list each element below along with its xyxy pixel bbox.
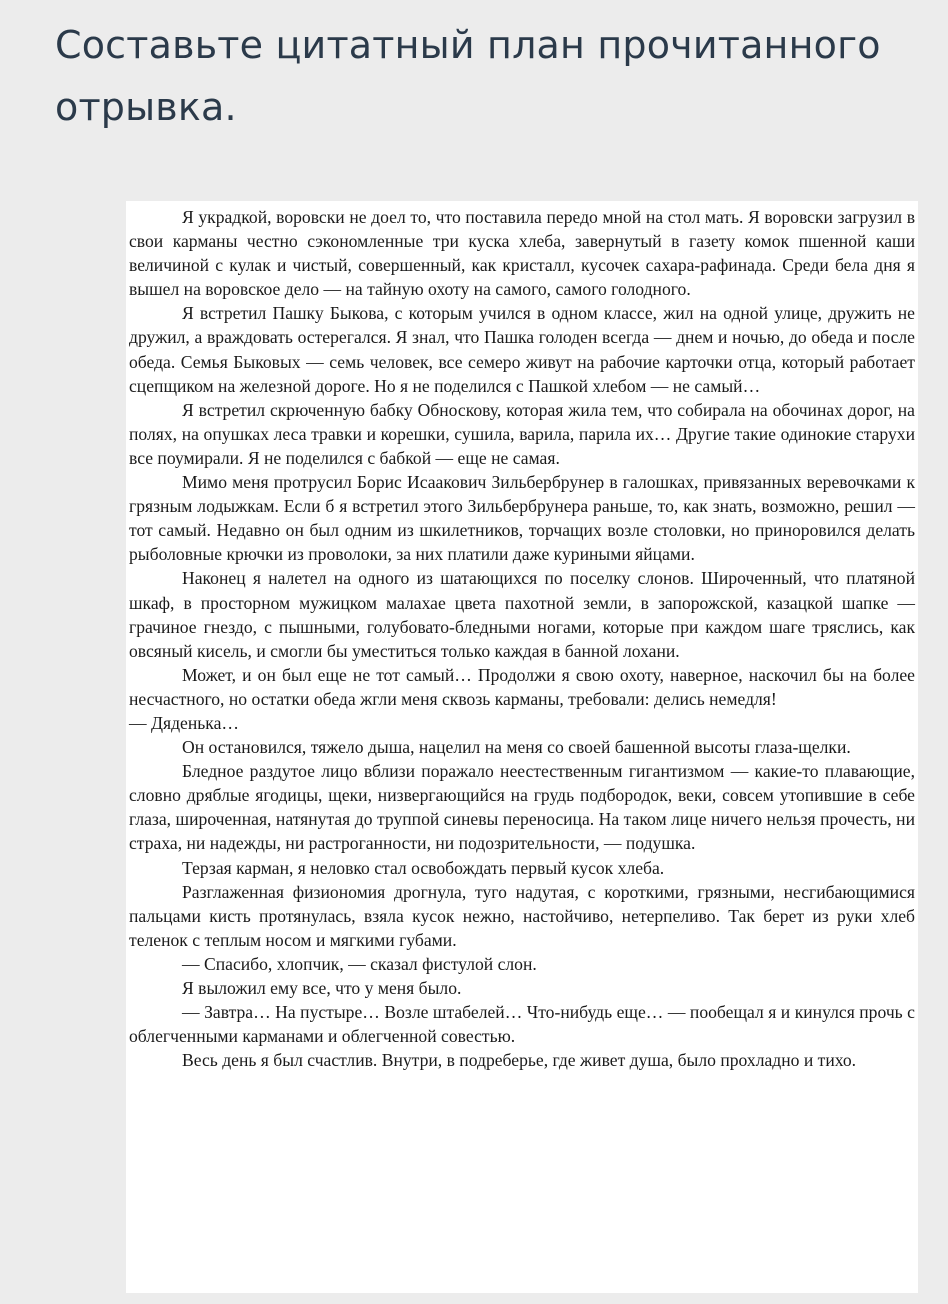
text-paragraph: Я встретил скрюченную бабку Обноскову, которая жила тем, что собирала на обочинах дорог, на полях, на опушках леса травки и корешки, сушила, варила, парила их… Другие такие одинокие старухи все поумирали. Я не поделился с бабкой — еще не самая. bbox=[129, 399, 915, 468]
text-paragraph: Терзая карман, я неловко стал освобождать первый кусок хлеба. bbox=[182, 857, 665, 878]
text-paragraph: Наконец я налетел на одного из шатающихся по поселку слонов. Широченный, что платяной шкаф, в просторном мужицком малахае цвета пахотной земли, в запорожской, казацкой шапке — грачиное гнездо, с пышными, голубовато-бледными ногами, которые при каждом шаге тряслись, как овсяный кисель, и смогли бы уместиться только каждая в банной лохани. bbox=[129, 568, 915, 661]
text-paragraph: Весь день я был счастлив. Внутри, в подреберье, где живет душа, было прохладно и тихо. bbox=[182, 1050, 857, 1071]
text-paragraph: Я выложил ему все, что у меня было. bbox=[182, 978, 462, 998]
text-paragraph: — Дяденька… bbox=[129, 712, 239, 733]
text-paragraph: — Спасибо, хлопчик, — сказал фистулой слон. bbox=[182, 953, 537, 974]
scanned-text-image bbox=[126, 201, 918, 1293]
text-paragraph: Бледное раздутое лицо вблизи поражало неестественным гигантизмом — какие-то плавающие, словно дряблые ягодицы, щеки, низвергающийся на грудь подбородок, веки, совсем утопившие в себе глаза, широченная, натянутая до труппой синевы переносица. На таком лице ничего нельзя прочесть, ни страха, ни надежды, ни растроганности, ни подозрительности, — подушка. bbox=[129, 761, 915, 854]
question-title: Составьте цитатный план прочитанного отрывка. bbox=[55, 23, 881, 129]
text-paragraph: Я встретил Пашку Быкова, с которым учился в одном классе, жил на одной улице, дружить не дружил, а враждовать остерегался. Я знал, что Пашка голоден всегда — днем и ночью, до обеда и после обеда. Семья Быковых — семь человек, все семеро живут на рабочие карточки отца, который работает сцепщиком на железной дороге. Но я не поделился с Пашкой хлебом — не самый… bbox=[129, 303, 915, 396]
text-paragraph: Может, и он был еще не тот самый… Продолжи я свою охоту, наверное, наскочил бы на более несчастного, но остатки обеда жгли меня сквозь карманы, требовали: делись немедля! bbox=[129, 664, 915, 709]
text-paragraph: Я украдкой, воровски не доел то, что поставила передо мной на стол мать. Я воровски загрузил в свои карманы честно сэкономленные три куска хлеба, завернутый в газету комок пшенной каши величиной с кулак и чистый, совершенный, как кристалл, кусочек сахара-рафинада. Среди бела дня я вышел на воровское дело — на тайную охоту на самого, самого голодного. bbox=[129, 207, 915, 300]
text-paragraph: Разглаженная физиономия дрогнула, туго надутая, с короткими, грязными, несгибающимися пальцами кисть протянулась, взяла кусок нежно, настойчиво, нетерпеливо. Так берет из руки хлеб теленок с теплым носом и мягкими губами. bbox=[129, 881, 915, 950]
text-paragraph: Он остановился, тяжело дыша, нацелил на меня со своей башенной высоты глаза-щелки. bbox=[182, 737, 851, 758]
text-paragraph: — Завтра… На пустыре… Возле штабелей… Что-нибудь еще… — пообещал я и кинулся прочь с облегченными карманами и облегченной совестью. bbox=[129, 1002, 915, 1047]
text-paragraph: Мимо меня протрусил Борис Исаакович Зильбербрунер в галошках, привязанных веревочками к грязным лодыжкам. Если б я встретил этого Зильбербрунера раньше, то, как знать, возможно, решил — тот самый. Недавно он был одним из шкилетников, торчащих возле столовки, но приноровился делать рыболовные крючки из проволоки, за них платили даже куриными яйцами. bbox=[129, 472, 915, 565]
